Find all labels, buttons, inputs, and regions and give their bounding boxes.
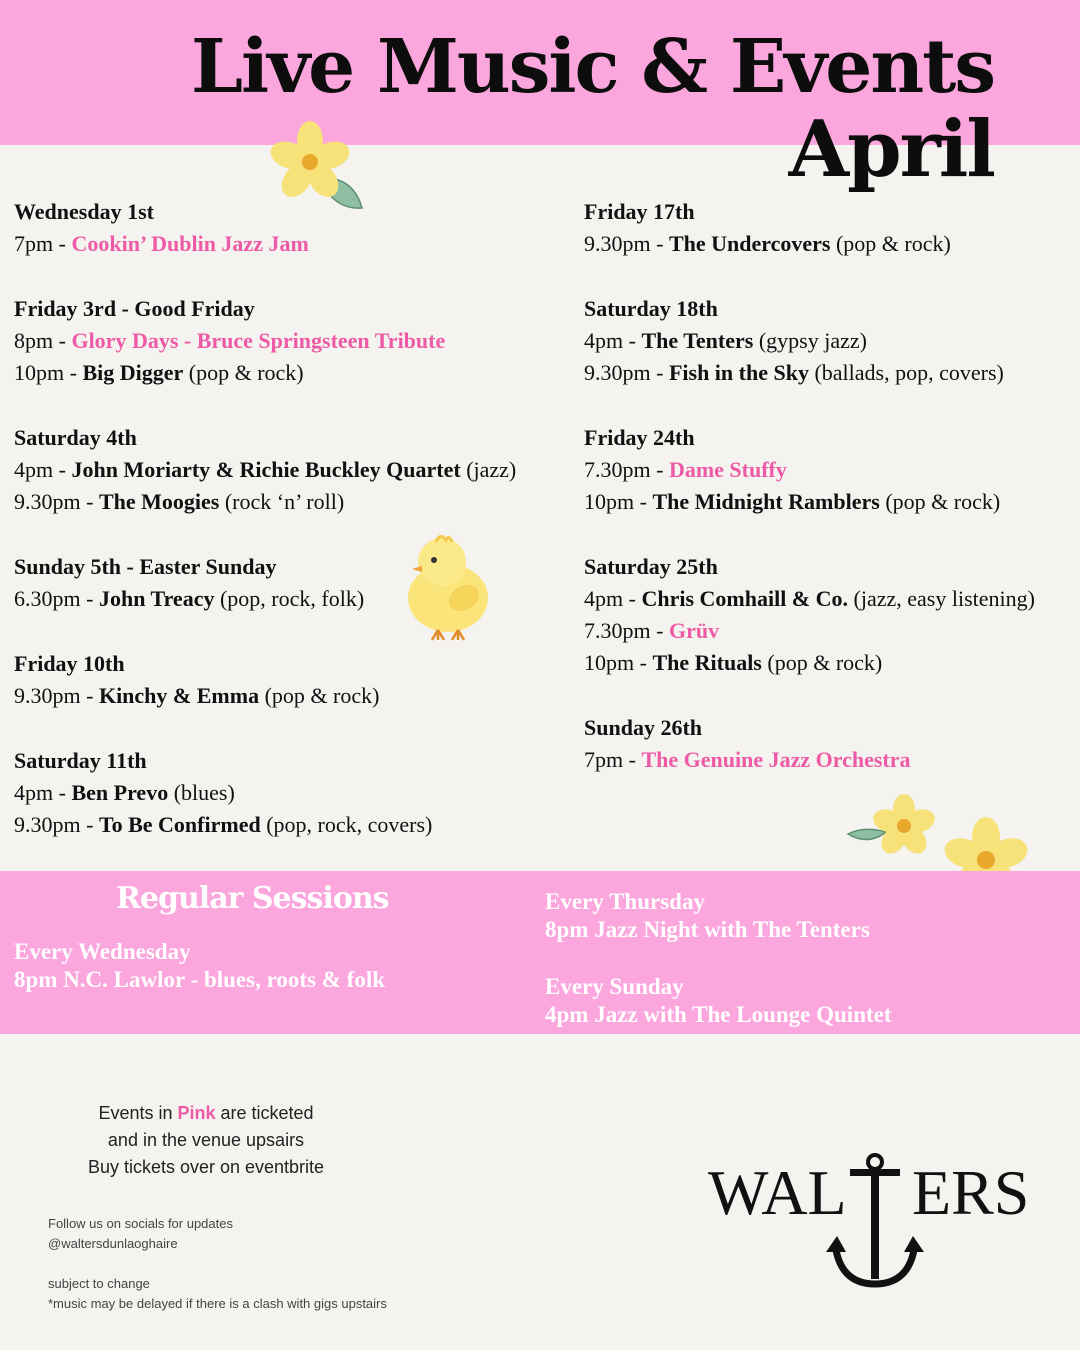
event-row <box>14 809 574 841</box>
event-row <box>584 744 1074 776</box>
ticket-note-line3: Buy tickets over on eventbrite <box>87 1157 325 1177</box>
event-time: 9.30pm - <box>584 360 669 385</box>
regular-detail: 8pm Jazz Night with The Tenters <box>545 917 870 942</box>
event-genre: (ballads, pop, covers) <box>808 360 1004 385</box>
event-time: 7pm - <box>584 747 642 772</box>
disclaimer-text <box>48 1274 387 1314</box>
event-row <box>14 680 574 712</box>
event-name: The Tenters <box>641 328 754 353</box>
event-row <box>14 777 574 809</box>
day-block <box>14 422 574 518</box>
day-title: Sunday 5th - Easter Sunday <box>14 554 277 579</box>
day-title: Friday 24th <box>584 425 695 450</box>
event-time: 9.30pm - <box>14 489 99 514</box>
event-genre: (gypsy jazz) <box>753 328 867 353</box>
event-row <box>584 325 1074 357</box>
event-genre: (pop & rock) <box>259 683 380 708</box>
day-title: Sunday 26th <box>584 715 703 740</box>
day-block <box>584 712 1074 776</box>
event-genre: (pop & rock) <box>761 650 883 675</box>
day-block <box>584 422 1074 518</box>
regular-day: Every Thursday <box>545 889 705 914</box>
socials-text <box>48 1214 233 1254</box>
event-genre: (jazz, easy listening) <box>848 586 1035 611</box>
event-time: 10pm - <box>14 360 83 385</box>
event-time: 7.30pm - <box>584 618 669 643</box>
event-time: 4pm - <box>14 780 72 805</box>
regular-sessions-title: Regular Sessions <box>116 881 389 916</box>
event-name: To Be Confirmed <box>98 812 261 837</box>
disclaimer-line: subject to change <box>48 1276 150 1291</box>
regular-thursday <box>545 888 870 944</box>
ticket-note <box>40 1100 372 1181</box>
event-row <box>14 454 574 486</box>
event-name: The Undercovers <box>668 231 831 256</box>
event-genre: (pop & rock) <box>879 489 1001 514</box>
event-time: 7.30pm - <box>584 457 669 482</box>
chick-icon <box>402 532 494 644</box>
ticketed-event-name: Glory Days - Bruce Springsteen Tribute <box>71 328 446 353</box>
event-name: Fish in the Sky <box>668 360 809 385</box>
day-title: Saturday 4th <box>14 425 137 450</box>
event-row <box>584 357 1074 389</box>
regular-detail: 4pm Jazz with The Lounge Quintet <box>545 1002 892 1027</box>
day-title: Friday 10th <box>14 651 125 676</box>
event-time: 7pm - <box>14 231 72 256</box>
day-block <box>14 196 574 260</box>
event-genre: (pop, rock, covers) <box>260 812 433 837</box>
day-title: Friday 3rd - Good Friday <box>14 296 255 321</box>
event-row <box>14 325 574 357</box>
ticketed-event-name: The Genuine Jazz Orchestra <box>641 747 911 772</box>
event-row <box>584 228 1074 260</box>
day-block <box>14 293 574 389</box>
schedule-right-column <box>584 196 1074 809</box>
event-time: 4pm - <box>584 328 642 353</box>
event-name: John Treacy <box>98 586 215 611</box>
event-name: Chris Comhaill & Co. <box>641 586 849 611</box>
socials-line: Follow us on socials for updates <box>48 1216 233 1231</box>
day-block <box>584 293 1074 389</box>
event-row <box>584 615 1074 647</box>
event-row <box>14 357 574 389</box>
day-block <box>584 551 1074 679</box>
event-name: Big Digger <box>82 360 184 385</box>
event-time: 9.30pm - <box>14 683 99 708</box>
event-genre: (pop, rock, folk) <box>214 586 365 611</box>
event-time: 9.30pm - <box>584 231 669 256</box>
event-row <box>14 228 574 260</box>
event-time: 10pm - <box>584 650 653 675</box>
event-genre: (jazz) <box>460 457 517 482</box>
event-row <box>584 454 1074 486</box>
event-time: 4pm - <box>14 457 72 482</box>
logo-text-right: ERS <box>912 1157 1030 1228</box>
regular-day: Every Wednesday <box>14 939 191 964</box>
ticket-note-text: are ticketed <box>215 1103 314 1123</box>
event-name: John Moriarty & Richie Buckley Quartet <box>71 457 461 482</box>
regular-wednesday <box>14 938 385 994</box>
ticketed-event-name: Cookin’ Dublin Jazz Jam <box>71 231 309 256</box>
day-title: Saturday 11th <box>14 748 147 773</box>
disclaimer-line: *music may be delayed if there is a clash with gigs upstairs <box>48 1296 387 1311</box>
day-block <box>584 196 1074 260</box>
regular-day: Every Sunday <box>545 974 684 999</box>
day-title: Saturday 18th <box>584 296 718 321</box>
event-genre: (rock ‘n’ roll) <box>219 489 345 514</box>
event-name: Ben Prevo <box>71 780 169 805</box>
ticket-note-pink: Pink <box>177 1103 216 1123</box>
logo-text-left: WAL <box>708 1157 847 1228</box>
page-subtitle-month: April <box>788 104 994 195</box>
event-time: 9.30pm - <box>14 812 99 837</box>
event-row <box>584 486 1074 518</box>
walters-logo <box>700 1148 1050 1288</box>
ticketed-event-name: Grüv <box>668 618 720 643</box>
event-name: The Midnight Ramblers <box>652 489 880 514</box>
event-time: 4pm - <box>584 586 642 611</box>
event-genre: (blues) <box>168 780 235 805</box>
regular-detail: 8pm N.C. Lawlor - blues, roots & folk <box>14 967 385 992</box>
page-title: Live Music & Events <box>191 24 994 110</box>
event-row <box>14 486 574 518</box>
ticket-note-text: Events in <box>98 1103 178 1123</box>
ticket-note-line2: and in the venue upsairs <box>107 1130 305 1150</box>
socials-handle: @waltersdunlaoghaire <box>48 1236 178 1251</box>
event-row <box>584 583 1074 615</box>
day-title: Saturday 25th <box>584 554 718 579</box>
event-name: Kinchy & Emma <box>98 683 260 708</box>
day-title: Wednesday 1st <box>14 199 154 224</box>
event-time: 6.30pm - <box>14 586 99 611</box>
regular-sunday <box>545 973 892 1029</box>
ticketed-event-name: Dame Stuffy <box>668 457 787 482</box>
event-name: The Moogies <box>98 489 220 514</box>
event-genre: (pop & rock) <box>830 231 951 256</box>
event-time: 10pm - <box>584 489 653 514</box>
day-block <box>14 745 574 841</box>
event-time: 8pm - <box>14 328 72 353</box>
day-title: Friday 17th <box>584 199 695 224</box>
event-row <box>584 647 1074 679</box>
event-name: The Rituals <box>652 650 762 675</box>
event-genre: (pop & rock) <box>183 360 304 385</box>
day-block <box>14 648 574 712</box>
